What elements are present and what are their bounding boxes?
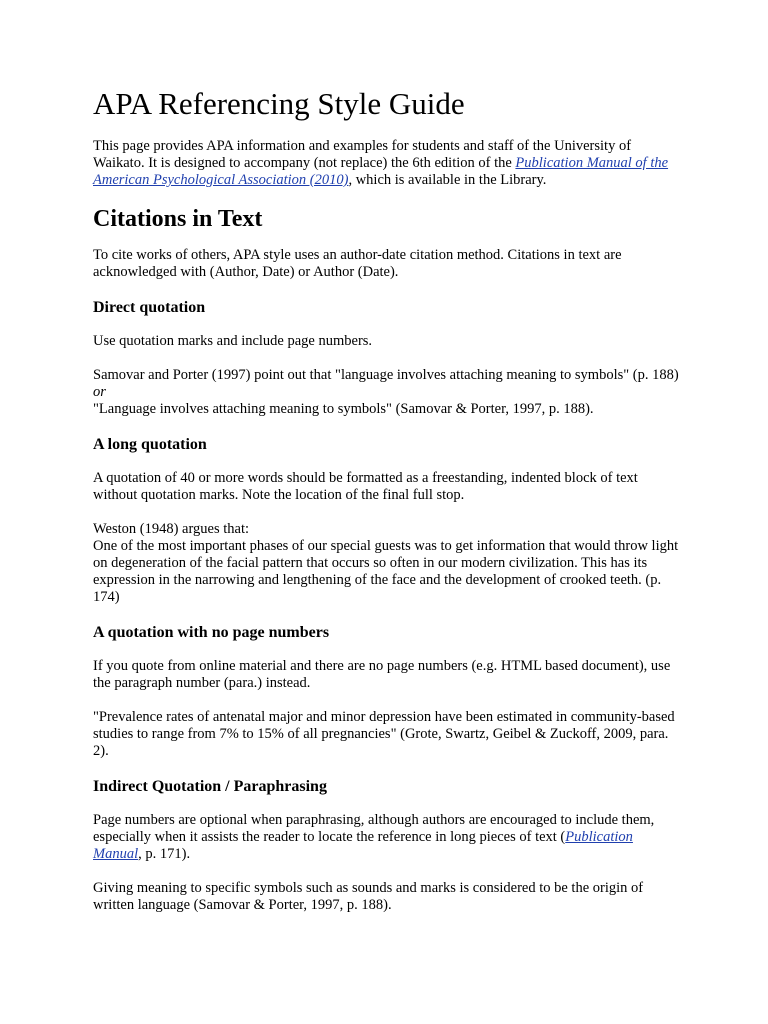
section-heading-citations: Citations in Text [93,206,263,232]
subheading-no-page-numbers: A quotation with no page numbers [93,624,330,641]
direct-quotation-example [93,367,683,418]
paraphrasing-text-before: Page numbers are optional when paraphrasing, although authors are encouraged to include them, especially when it assists the reader to locate the reference in long pieces of text ( [93,812,655,845]
page-title: APA Referencing Style Guide [93,86,465,121]
citations-intro: To cite works of others, APA style uses an author-date citation method. Citations in text are acknowledged with (Author, Date) or Author (Date). [93,247,622,280]
direct-example-or: or [93,384,106,400]
subheading-long-quotation: A long quotation [93,436,207,453]
paraphrasing-example: Giving meaning to specific symbols such as sounds and marks is considered to be the origin of written language (Samovar & Porter, 1997, p. 188). [93,880,644,913]
long-quotation-example [93,521,683,606]
no-page-numbers-instruction: If you quote from online material and there are no page numbers (e.g. HTML based document), use the paragraph number (para.) instead. [93,658,671,691]
intro-text-after: , which is available in the Library. [348,172,547,188]
publication-manual-short-link[interactable]: Publication Manual [93,829,633,862]
publication-manual-link[interactable]: Publication Manual of the American Psychological Association (2010) [93,155,669,188]
paraphrasing-text-after: , p. 171). [138,846,191,862]
direct-example-line1: Samovar and Porter (1997) point out that "language involves attaching meaning to symbols" (p. 188) [93,367,679,383]
subheading-paraphrasing: Indirect Quotation / Paraphrasing [93,778,327,795]
long-quotation-block: One of the most important phases of our special guests was to get information that would throw light on degeneration of the facial pattern that occurs so often in our modern civilization. This has its expression in the narrowing and lengthening of the face and the development of crooked teeth. (p. 174) [93,538,679,605]
paraphrasing-instruction [93,812,683,863]
subheading-direct-quotation: Direct quotation [93,299,206,316]
intro-paragraph [93,138,683,189]
direct-example-line2: "Language involves attaching meaning to symbols" (Samovar & Porter, 1997, p. 188). [93,401,594,417]
long-quotation-instruction: A quotation of 40 or more words should be formatted as a freestanding, indented block of text without quotation marks. Note the location of the final full stop. [93,470,638,503]
direct-quotation-instruction: Use quotation marks and include page numbers. [93,333,373,349]
no-page-numbers-example: "Prevalence rates of antenatal major and minor depression have been estimated in community-based studies to range from 7% to 15% of all pregnancies" (Grote, Swartz, Geibel & Zuckoff, 2009, para. 2). [93,709,675,759]
intro-text-before: This page provides APA information and examples for students and staff of the University of Waikato. It is designed to accompany (not replace) the 6th edition of the [93,138,632,171]
long-quotation-lead-in: Weston (1948) argues that: [93,521,250,537]
